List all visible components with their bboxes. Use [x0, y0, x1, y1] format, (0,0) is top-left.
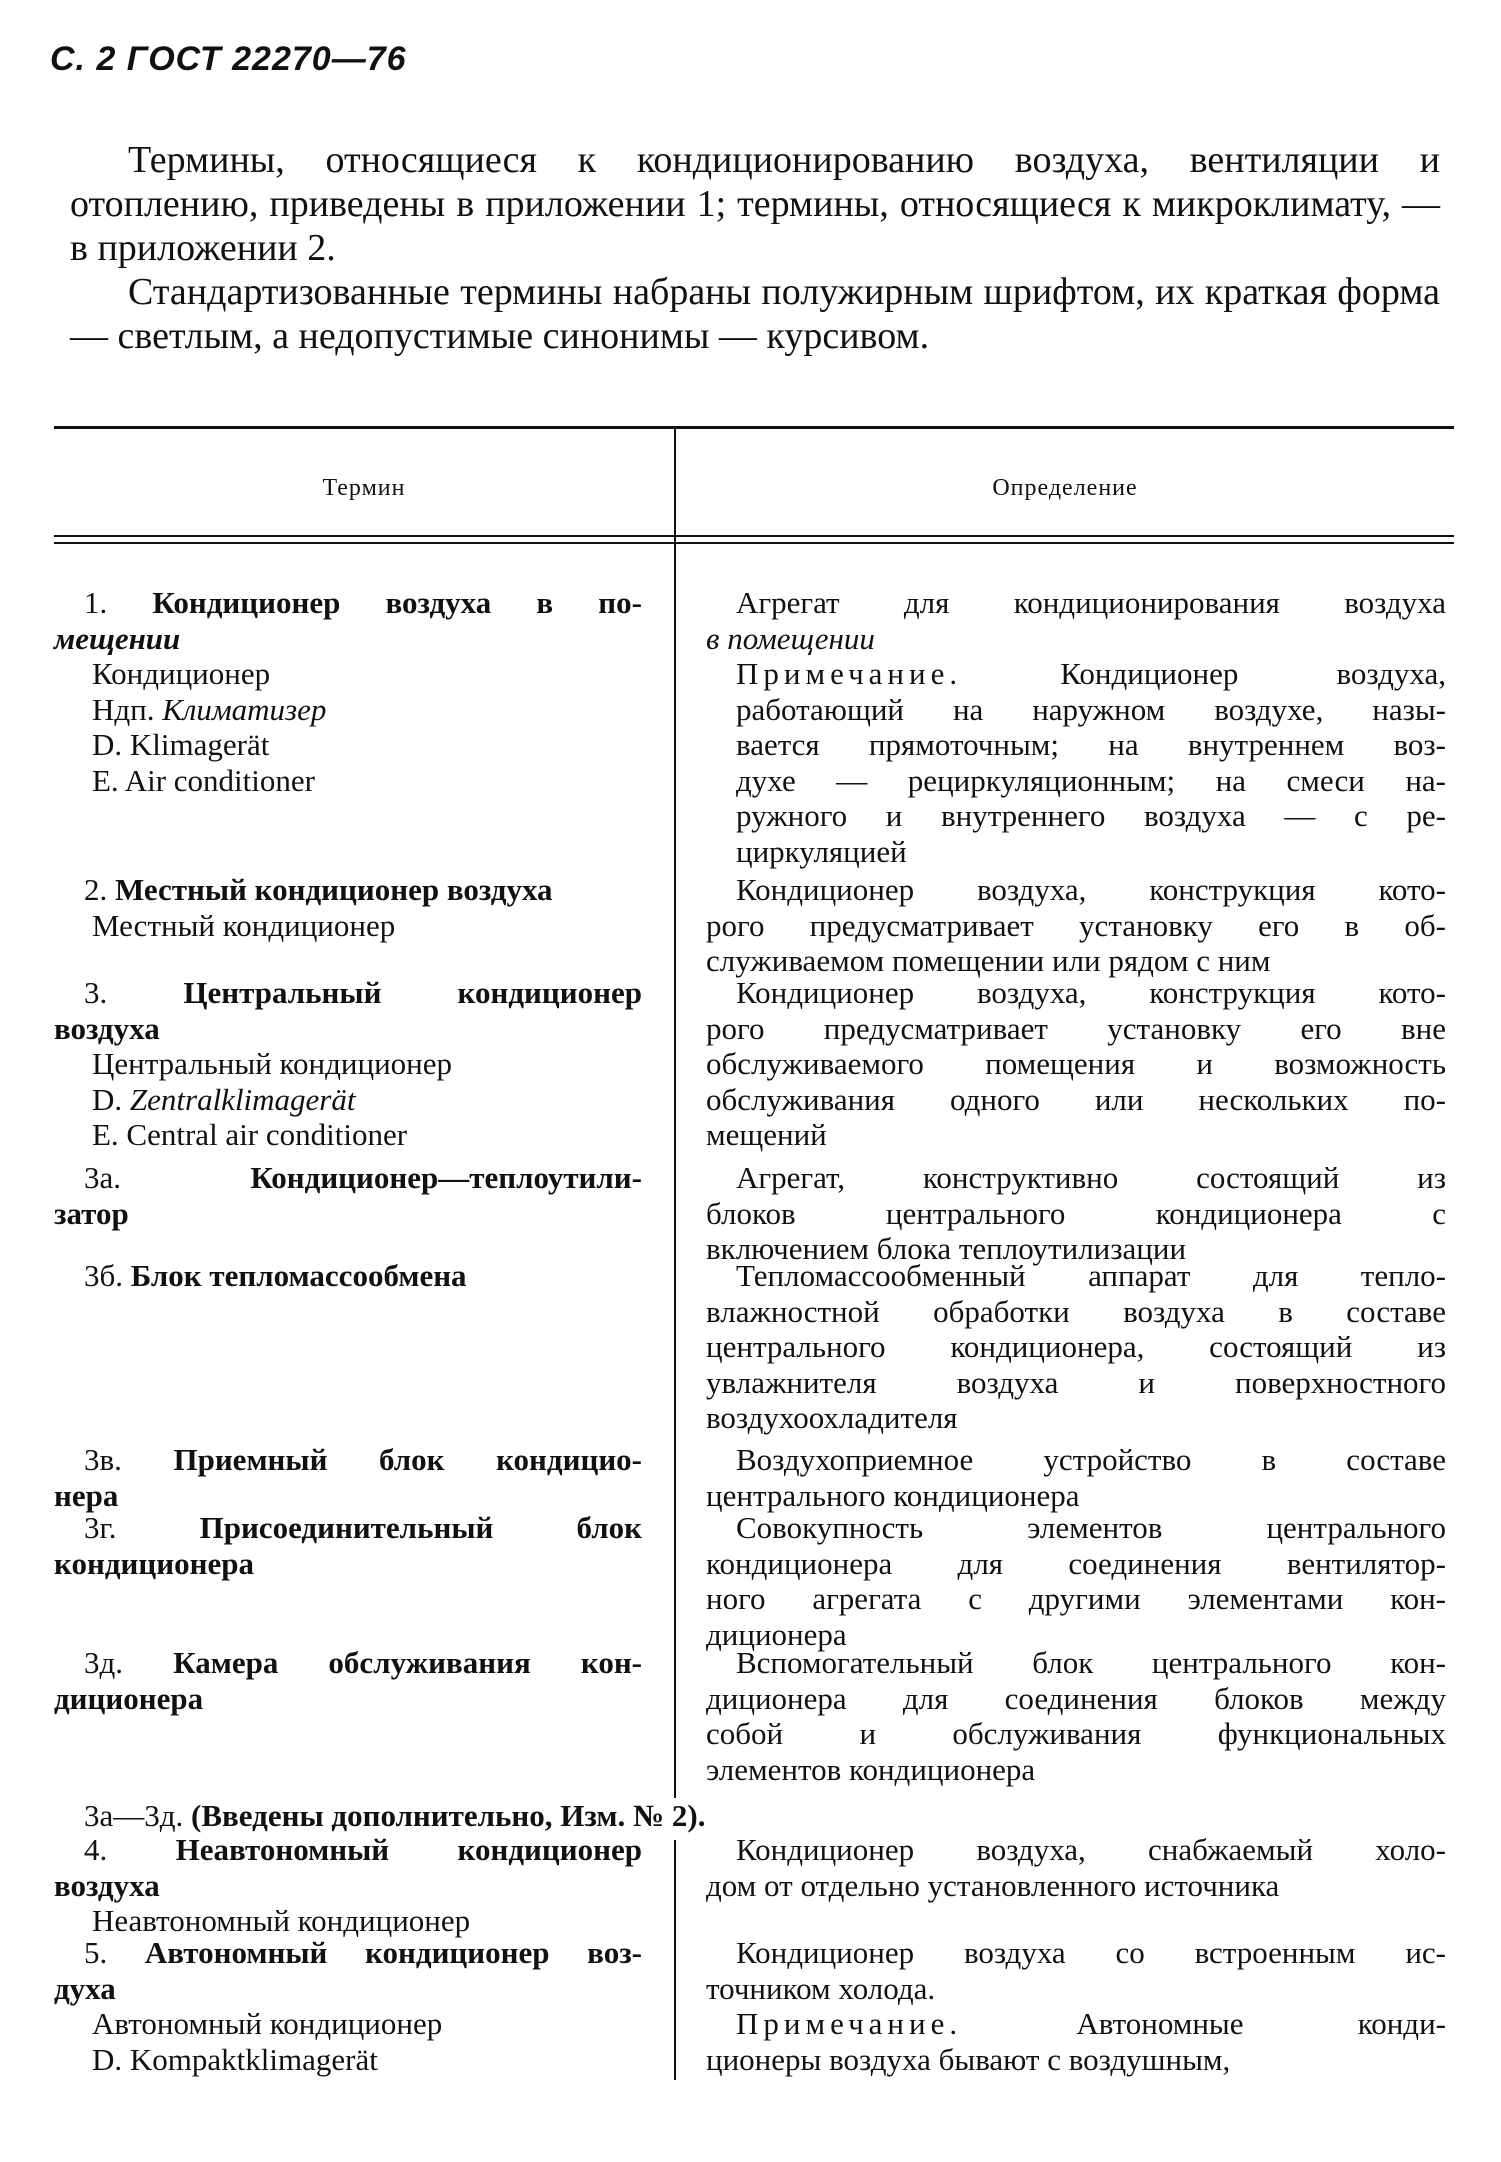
- term-synonym: E. Central air conditioner: [92, 1117, 408, 1152]
- term-cell-4: [54, 1258, 642, 1294]
- term-synonym: D. Klimagerät: [92, 727, 270, 762]
- column-header-term: Термин: [322, 475, 406, 501]
- term-cell-6: [54, 1510, 642, 1581]
- term-number: 3.: [84, 975, 184, 1010]
- term-name: диционера: [54, 1680, 204, 1716]
- term-line: [54, 1478, 642, 1514]
- term-number: 2.: [84, 872, 115, 907]
- term-cell-3: [54, 1160, 642, 1231]
- term-synonym: Местный кондиционер: [92, 907, 396, 943]
- term-cell-2: [54, 975, 642, 1153]
- definition-line: рого предусматривает установку его вне: [706, 1010, 1446, 1046]
- definition-line: собой и обслуживания функциональных: [706, 1716, 1446, 1751]
- definition-line: центрального кондиционера, состоящий из: [706, 1329, 1446, 1364]
- definition-line: диционера: [706, 1616, 847, 1652]
- definition-line: блоков центрального кондиционера с: [706, 1195, 1446, 1231]
- term-line: [54, 1510, 642, 1546]
- term-number: 4.: [84, 1832, 176, 1867]
- definition-line: включением блока теплоутилизации: [706, 1231, 1187, 1266]
- definition-line: Вспомогательный блок центрального кон-: [736, 1645, 1446, 1680]
- definition-line: элементов кондиционера: [706, 1751, 1036, 1787]
- term-synonym: Неавтономный кондиционер: [92, 1903, 471, 1938]
- term-line: [54, 1935, 642, 1971]
- term-name: духа: [54, 1970, 116, 2006]
- term-name: мещении: [54, 620, 181, 656]
- definition-line: Агрегат для кондиционирования воздуха: [736, 585, 1446, 620]
- definition-italic: в помещении: [706, 620, 875, 656]
- definition-line: Воздухоприемное устройство в составе: [736, 1442, 1446, 1477]
- term-line: [54, 1645, 642, 1681]
- intro-paragraph-1: Термины, относящиеся к кондиционированию воздуха, вентиляции и отоплению, приведены в приложении 1; термины, относящиеся к микроклимату, — в приложении 2.: [70, 139, 1440, 269]
- term-name: воздуха: [54, 1867, 160, 1903]
- definition-cell-101: [706, 1935, 1446, 2077]
- term-line: [54, 585, 642, 621]
- synonym-foreign: Zentralklimagerät: [129, 1081, 356, 1117]
- synonym-disallowed: Климатизер: [162, 691, 327, 727]
- term-cell-0: [54, 585, 642, 798]
- column-divider-upper: [674, 428, 676, 1798]
- term-line: [54, 1011, 642, 1047]
- definition-cell-3: [706, 1160, 1446, 1267]
- amendment-note: [54, 1798, 1484, 1834]
- definition-line: вается прямоточным; на внутреннем воз-: [736, 727, 1446, 762]
- term-name: кондиционера: [54, 1545, 254, 1581]
- term-synonym: Автономный кондиционер: [92, 2006, 443, 2041]
- term-cell-5: [54, 1442, 642, 1513]
- term-line: [54, 1971, 642, 2007]
- term-line: [54, 975, 642, 1011]
- term-name: Блок тепломассообмена: [130, 1258, 467, 1293]
- definition-cell-7: [706, 1645, 1446, 1787]
- definition-line: Кондиционер воздуха, конструкция кото-: [736, 975, 1446, 1010]
- definition-line: обслуживаемого помещения и возможность: [706, 1046, 1446, 1081]
- term-name: Приемный блок кондицио-: [173, 1442, 643, 1477]
- column-header-definition: Определение: [992, 475, 1138, 501]
- definition-line: ного агрегата с другими элементами кон-: [706, 1581, 1446, 1616]
- definition-line: Примечание. Автономные конди-: [736, 2006, 1446, 2041]
- term-number: 3б.: [84, 1258, 131, 1293]
- definition-line: Совокупность элементов центрального: [736, 1510, 1446, 1545]
- definition-cell-0: [706, 585, 1446, 869]
- term-name: Присоединительный блок: [199, 1510, 642, 1545]
- definition-line: ционеры воздуха бывают с воздушным,: [706, 2041, 1231, 2077]
- definition-cell-6: [706, 1510, 1446, 1652]
- term-line: [54, 1546, 642, 1582]
- term-name: Неавтономный кондиционер: [175, 1832, 642, 1867]
- term-name: воздуха: [54, 1010, 160, 1046]
- definition-line: обслуживания одного или нескольких по-: [706, 1081, 1446, 1117]
- definition-line: воздухоохладителя: [706, 1400, 958, 1435]
- definition-line: работающий на наружном воздухе, назы-: [736, 691, 1446, 727]
- term-line: [54, 1868, 642, 1904]
- definition-line: увлажнителя воздуха и поверхностного: [706, 1364, 1446, 1400]
- definition-line: влажностной обработки воздуха в составе: [706, 1293, 1446, 1329]
- column-divider-lower: [674, 1840, 676, 2080]
- term-number: 3д.: [84, 1645, 174, 1680]
- definition-line: служиваемом помещении или рядом с ним: [706, 943, 1271, 978]
- note-label: Примечание.: [736, 656, 963, 691]
- definition-line: дом от отдельно установленного источника: [706, 1867, 1280, 1903]
- term-line: [54, 1681, 642, 1717]
- note-label: Примечание.: [736, 2006, 963, 2041]
- term-synonym: E. Air conditioner: [92, 762, 315, 798]
- table-header-rule-1: [54, 535, 1454, 537]
- definition-line: циркуляцией: [736, 833, 907, 869]
- term-synonym: Центральный кондиционер: [92, 1046, 453, 1081]
- intro-paragraph-2: Стандартизованные термины набраны полужирным шрифтом, их краткая форма — светлым, а недопустимые синонимы — курсивом.: [70, 271, 1440, 357]
- term-synonym: [54, 1082, 642, 1118]
- definition-line: Кондиционер воздуха, снабжаемый холо-: [736, 1832, 1446, 1867]
- term-line: [54, 1258, 642, 1294]
- amendment-prefix: 3а—3д.: [84, 1798, 192, 1833]
- term-name: Кондиционер воздуха в по-: [152, 585, 642, 620]
- page-header: С. 2 ГОСТ 22270—76: [50, 40, 407, 78]
- definition-line: Тепломассообменный аппарат для тепло-: [736, 1258, 1446, 1293]
- term-name: Местный кондиционер воздуха: [115, 872, 553, 907]
- amendment-text: (Введены дополнительно, Изм. № 2).: [191, 1798, 706, 1833]
- term-synonym: D. Kompaktklimagerät: [92, 2041, 378, 2077]
- table-top-rule: [54, 426, 1454, 429]
- term-name: Кондиционер—теплоутили-: [250, 1160, 642, 1195]
- term-synonym: Кондиционер: [92, 656, 271, 691]
- term-line: [54, 1832, 642, 1868]
- definition-line: диционера для соединения блоков между: [706, 1680, 1446, 1716]
- definition-cell-2: [706, 975, 1446, 1153]
- term-cell-7: [54, 1645, 642, 1716]
- definition-line: Кондиционер воздуха, конструкция кото-: [736, 872, 1446, 907]
- term-name: затор: [54, 1195, 129, 1231]
- term-number: 3в.: [84, 1442, 174, 1477]
- table-header-rule-2: [54, 542, 1454, 544]
- definition-line: Примечание. Кондиционер воздуха,: [736, 656, 1446, 691]
- definition-cell-4: [706, 1258, 1446, 1436]
- term-number: 1.: [84, 585, 153, 620]
- definition-line: [706, 621, 1446, 657]
- definition-line: духе — рециркуляционным; на смеси на-: [736, 762, 1446, 798]
- definition-line: точником холода.: [706, 1970, 936, 2006]
- term-number: 3г.: [84, 1510, 200, 1545]
- term-cell-101: [54, 1935, 642, 2077]
- definition-cell-5: [706, 1442, 1446, 1513]
- term-name: Центральный кондиционер: [183, 975, 642, 1010]
- intro-text: [70, 138, 1440, 358]
- term-line: [54, 1160, 642, 1196]
- definition-line: Агрегат, конструктивно состоящий из: [736, 1160, 1446, 1195]
- term-line: [54, 1196, 642, 1232]
- term-number: 3а.: [84, 1160, 251, 1195]
- synonym-prefix: Ндп.: [92, 691, 163, 727]
- term-name: Камера обслуживания кон-: [173, 1645, 642, 1680]
- term-cell-1: [54, 872, 642, 943]
- definition-line: рого предусматривает установку его в об-: [706, 907, 1446, 943]
- term-synonym: [54, 692, 642, 728]
- definition-line: центрального кондиционера: [706, 1477, 1080, 1513]
- definition-line: мещений: [706, 1117, 827, 1152]
- term-line: [54, 872, 642, 908]
- term-name: нера: [54, 1477, 119, 1513]
- definition-line: кондиционера для соединения вентилятор-: [706, 1545, 1446, 1581]
- definition-cell-1: [706, 872, 1446, 979]
- definition-cell-100: [706, 1832, 1446, 1903]
- term-line: [54, 621, 642, 657]
- term-cell-100: [54, 1832, 642, 1939]
- term-name: Автономный кондиционер воз-: [144, 1935, 642, 1970]
- term-line: [54, 1442, 642, 1478]
- definition-line: ружного и внутреннего воздуха — с ре-: [736, 798, 1446, 833]
- synonym-prefix: D.: [92, 1081, 130, 1117]
- definition-line: Кондиционер воздуха со встроенным ис-: [736, 1935, 1446, 1970]
- term-number: 5.: [84, 1935, 145, 1970]
